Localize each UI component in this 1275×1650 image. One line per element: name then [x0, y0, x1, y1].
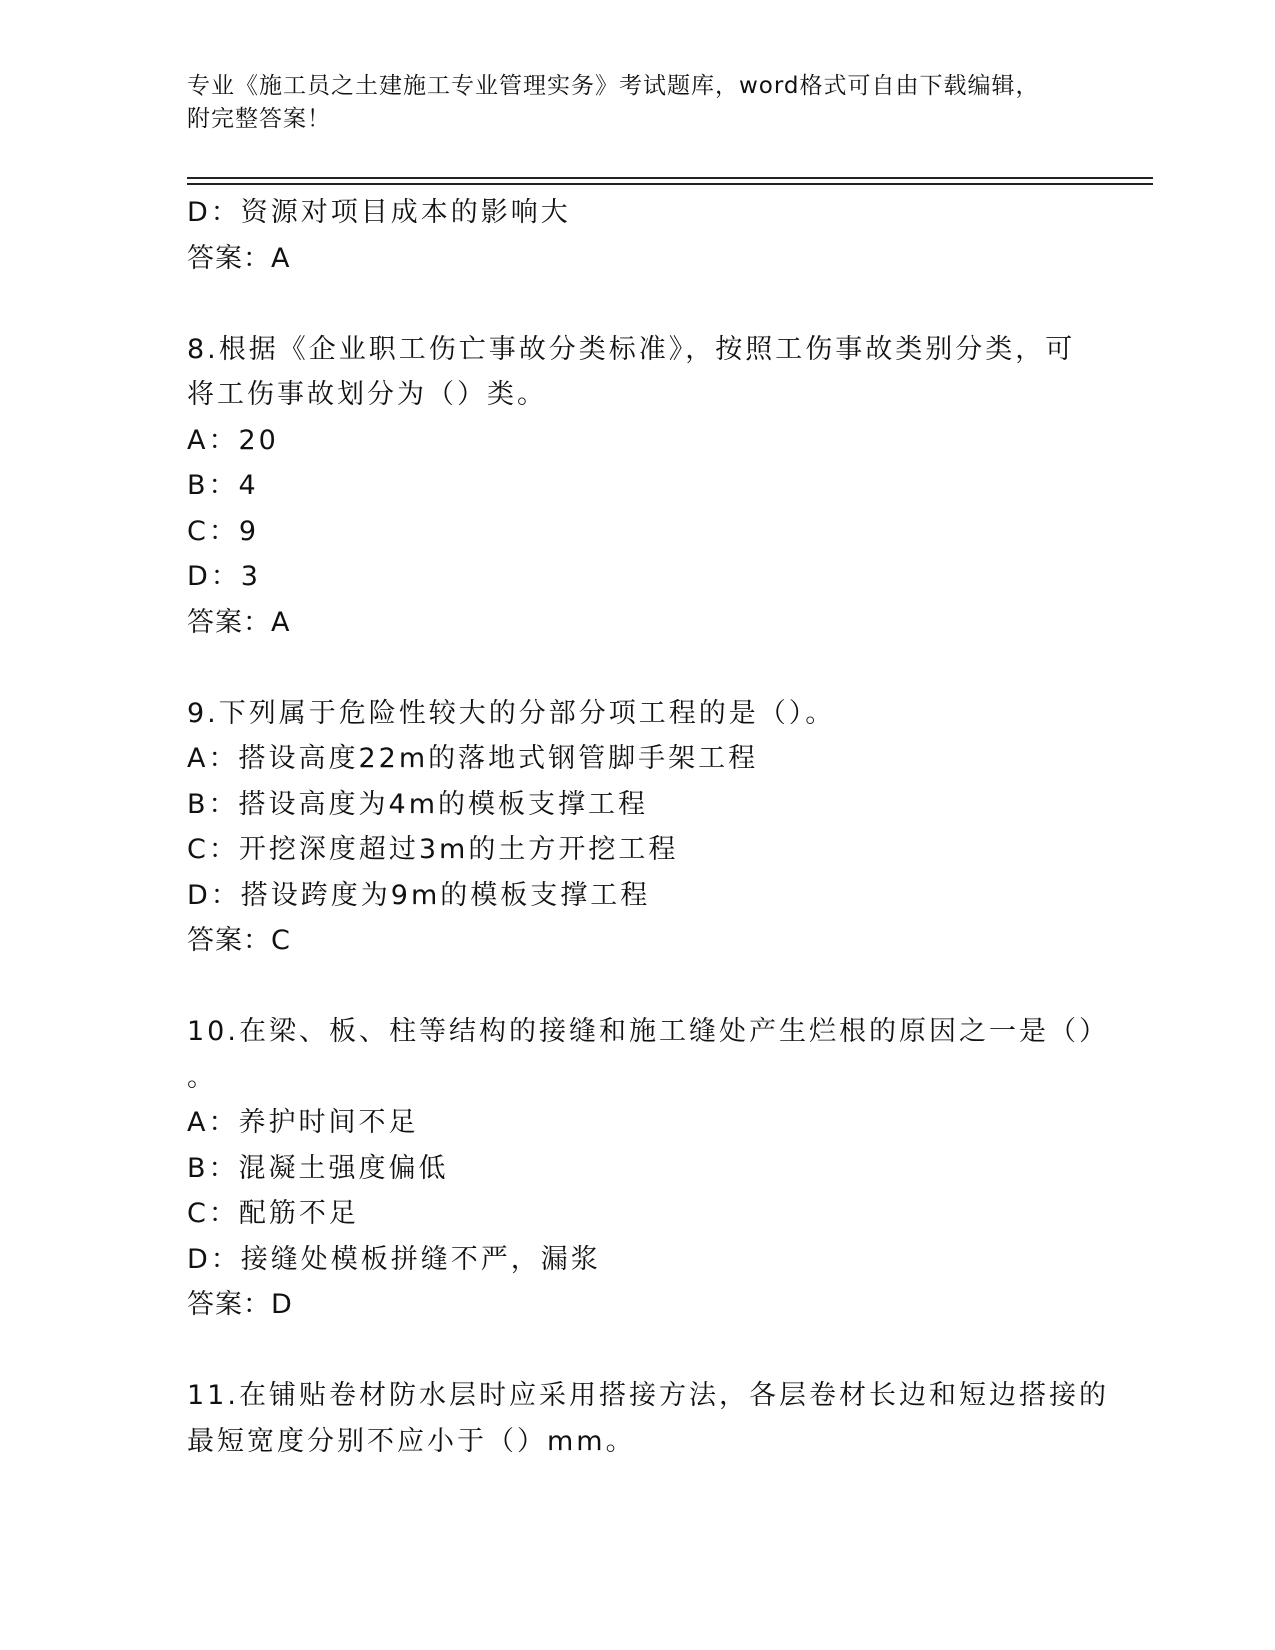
- question-text-line1: 8.根据《企业职工伤亡事故分类标准》，按照工伤事故类别分类，可: [187, 333, 1076, 365]
- option-a: A：搭设高度22m的落地式钢管脚手架工程: [187, 743, 759, 774]
- option-d: D：资源对项目成本的影响大: [187, 197, 571, 228]
- option-c: C：开挖深度超过3m的土方开挖工程: [187, 834, 679, 865]
- option-c: C：配筋不足: [187, 1198, 359, 1229]
- header-title-line2: 附完整答案！: [187, 106, 331, 132]
- option-c: C：9: [187, 515, 260, 547]
- option-b: B：搭设高度为4m的模板支撑工程: [187, 788, 649, 820]
- question-7-tail: [187, 190, 1087, 281]
- question-text-line1: 11.在铺贴卷材防水层时应采用搭接方法，各层卷材长边和短边搭接的: [187, 1380, 1109, 1411]
- question-text-line1: 10.在梁、板、柱等结构的接缝和施工缝处产生烂根的原因之一是（）: [187, 1016, 1109, 1047]
- option-b: B：4: [187, 470, 259, 501]
- document-header: [187, 70, 1087, 136]
- option-d: D：搭设跨度为9m的模板支撑工程: [187, 879, 651, 911]
- answer-line: 答案：C: [187, 925, 291, 956]
- question-8: [187, 327, 1087, 646]
- option-d: D：接缝处模板拼缝不严，漏浆: [187, 1243, 601, 1275]
- question-text-line1: 9.下列属于危险性较大的分部分项工程的是（）。: [187, 697, 836, 729]
- header-title-line1: 专业《施工员之土建施工专业管理实务》考试题库，word格式可自由下载编辑，: [187, 73, 1040, 99]
- option-a: A：20: [187, 424, 279, 456]
- question-list: [187, 190, 1109, 1464]
- answer-line: 答案：A: [187, 242, 291, 274]
- option-d: D：3: [187, 561, 261, 592]
- question-9: [187, 691, 1087, 964]
- question-text-line2: 将工伤事故划分为（）类。: [187, 379, 547, 410]
- option-b: B：混凝土强度偏低: [187, 1152, 449, 1184]
- question-10: [187, 1009, 1109, 1328]
- question-text-line2: 。: [187, 1061, 217, 1093]
- question-text-line2: 最短宽度分别不应小于（）mm。: [187, 1425, 636, 1457]
- header-rule-bottom: [187, 183, 1153, 185]
- question-11: [187, 1373, 1109, 1464]
- option-a: A：养护时间不足: [187, 1107, 419, 1138]
- header-rule-top: [187, 177, 1153, 179]
- answer-line: 答案：A: [187, 606, 291, 638]
- answer-line: 答案：D: [187, 1289, 293, 1320]
